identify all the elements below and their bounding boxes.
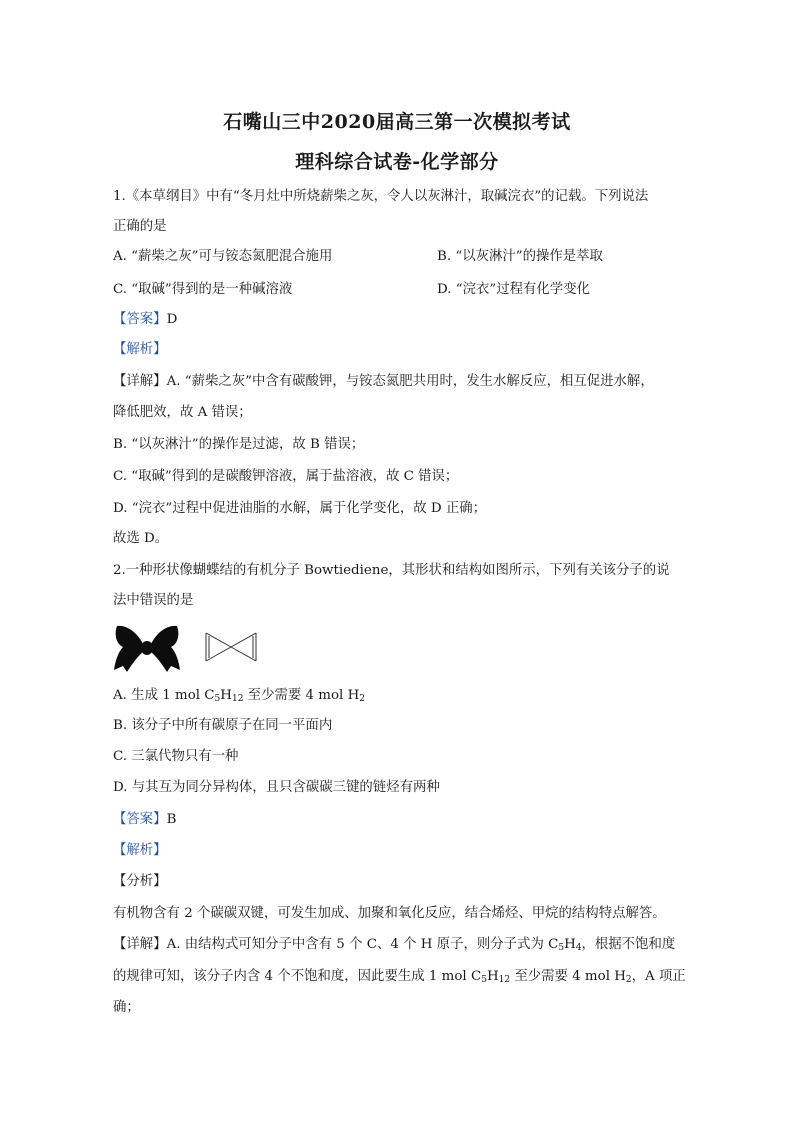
q1-detail-c: C. “取碱”得到的是碳酸钾溶液，属于盐溶液，故 C 错误； — [113, 469, 459, 484]
q1-conclusion: 故选 D。 — [113, 531, 169, 546]
answer-value: D — [166, 312, 178, 327]
answer-tag: 【答案】 — [113, 312, 167, 327]
q2-detail-line2: 的规律可知，该分子内含 4 个不饱和度，因此要生成 1 mol $C_5H_{12}$ 至少需要 4 mol $H_2$，A 项正 — [113, 969, 686, 985]
q1-detail-d: D. “浣衣”过程中促进油脂的水解，属于化学变化，故 D 正确； — [113, 501, 487, 516]
q2-stem-line1: 2.一种形状像蝴蝶结的有机分子 Bowtiediene，其形状和结构如图所示，下列有关该分子的说 — [113, 563, 670, 578]
q1-option-d: D. “浣衣”过程有化学变化 — [437, 282, 590, 297]
q1-analysis-tag: 【解析】 — [113, 342, 167, 357]
page-subtitle: 理科综合试卷-化学部分 — [295, 151, 499, 173]
q2-answer — [113, 811, 176, 829]
q1-detail-a-line2: 降低肥效，故 A 错误； — [113, 405, 252, 420]
q1-detail-b: B. “以灰淋汁”的操作是过滤，故 B 错误； — [113, 437, 365, 452]
q2-option-b: B. 该分子中所有碳原子在同一平面内 — [113, 718, 333, 733]
q1-option-c: C. “取碱”得到的是一种碱溶液 — [113, 282, 293, 297]
q2-option-d: D. 与其互为同分异构体，且只含碳碳三键的链烃有两种 — [113, 780, 440, 795]
q2-stem-line2: 法中错误的是 — [113, 593, 194, 608]
q1-stem-line1: 1.《本草纲目》中有“冬月灶中所烧薪柴之灰，令人以灰淋汁，取碱浣衣”的记载。下列说法 — [113, 189, 649, 204]
q1-stem-line2: 正确的是 — [113, 219, 167, 234]
q2-detail-line1: 【详解】A. 由结构式可知分子中含有 5 个 C、4 个 H 原子，则分子式为 $C_5H_4$，根据不饱和度 — [113, 937, 676, 953]
q2-fenxi-tag: 【分析】 — [113, 874, 167, 889]
q1-option-b: B. “以灰淋汁”的操作是萃取 — [437, 249, 603, 264]
answer-tag: 【答案】 — [113, 812, 167, 827]
q1-option-a: A. “薪柴之灰”可与铵态氮肥混合施用 — [113, 249, 333, 264]
q2-option-c: C. 三氯代物只有一种 — [113, 749, 239, 764]
q2-option-a: A. 生成 1 mol $C_5H_{12}$ 至少需要 4 mol $H_2$ — [113, 688, 365, 704]
q1-answer — [113, 311, 177, 329]
answer-value: B — [166, 812, 177, 827]
page-title: 石嘴山三中2020届高三第一次模拟考试 — [223, 111, 571, 133]
bowtie-shape-image — [113, 622, 181, 674]
q1-detail-a-line1: 【详解】A. “薪柴之灰”中含有碳酸钾，与铵态氮肥共用时，发生水解反应，相互促进水解， — [113, 374, 654, 389]
detail-tag: 【详解】 — [113, 937, 167, 952]
q2-analysis-tag: 【解析】 — [113, 843, 167, 858]
detail-tag: 【详解】 — [113, 374, 167, 389]
q2-fenxi-text: 有机物含有 2 个碳碳双键，可发生加成、加聚和氧化反应，结合烯烃、甲烷的结构特点解答。 — [113, 906, 666, 921]
q2-detail-line3: 确； — [113, 1000, 140, 1015]
bowtiediene-structure-image — [204, 631, 258, 663]
